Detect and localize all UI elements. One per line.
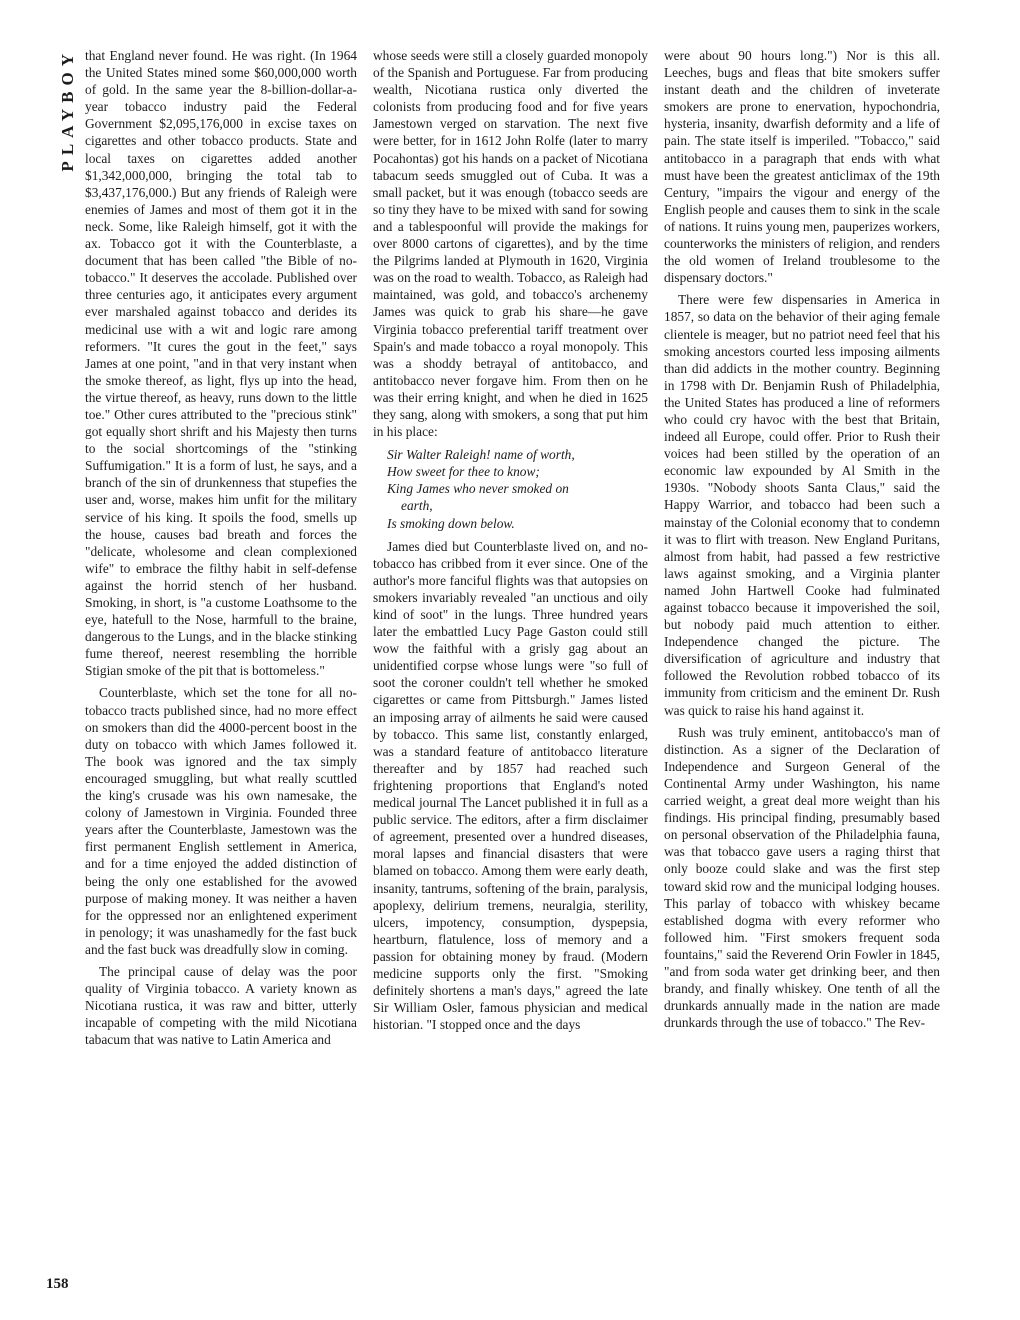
text-column-2: [373, 47, 648, 1299]
page-number: 158: [46, 1276, 69, 1292]
paragraph: James died but Counterblaste lived on, and no-tobacco has cribbed from it ever since. One of the author's more fanciful flights was that autopsies on smokers invariably revealed "an unctious and oily kind of soot" in the lungs. Three hundred years later the embattled Lucy Page Gaston could still wow the faithful with a grisly gag about an unidentified corpse whose lungs were "so full of soot the coroner couldn't tell whether he smoked cigarettes or came from Pittsburgh." James listed an imposing array of ailments he said were caused by tobacco. This same list, constantly enlarged, was a standard feature of antitobacco literature thereafter and by 1857 had reached such frightening proportions that England's noted medical journal The Lancet published it in full as a public service. The editors, after a firm disclaimer of agreement, presented over a hundred diseases, moral lapses and financial disasters that were blamed on tobacco. Among them were early death, insanity, tantrums, softening of the brain, paralysis, apoplexy, delirium tremens, neuralgia, sterility, ulcers, impotency, consumption, dyspepsia, heartburn, flatulence, loss of memory and a passion for obtaining money by fraud. (Modern medicine supports only the first. "Smoking definitely shortens a man's days," agreed the late Sir William Osler, famous physician and medical historian. "I stopped once and the days: [373, 538, 648, 1033]
verse-line: earth,: [401, 498, 433, 514]
paragraph: The principal cause of delay was the poor quality of Virginia tobacco. A variety known as Nicotiana rustica, it was raw and bitter, utterly incapable of competing with the mild Nicotiana tabacum that was native to Latin America and: [85, 963, 357, 1048]
paragraph: that England never found. He was right. (In 1964 the United States mined some $60,000,000 worth of gold. In the same year the 8-billion-dollar-a-year tobacco industry paid the Federal Government $2,095,176,000 in excise taxes on cigarettes and other tobacco products. State and local taxes on cigarettes added another $1,342,000,000, bringing the total tab to $3,437,176,000.) But any friends of Raleigh were enemies of James and most of them got it in the neck. Some, like Raleigh himself, got it with the ax. Tobacco got it with the Counterblaste, a document that has been called "the Bible of no-tobacco." It deserves the accolade. Published over three centuries ago, it anticipates every argument ever marshaled against tobacco and derides its medicinal use with a wit and logic rare among reformers. "It cures the gout in the feet," says James at one point, "and in that very instant when the smoke thereof, as light, flys up into the head, the virtue thereof, as heavy, runs down to the little toe." Other cures attributed to the "precious stink" got equally short shrift and his Majesty then turns to the social shortcomings of the "stinking Suffumigation." It is a form of lust, he says, and a branch of the sin of drunkenness that stupefies the user and, worse, makes him unfit for the military service of his king. It spoils the food, smells up the house, causes bad breath and forces the "delicate, wholesome and clean complexioned wife" to embrace the filthy habit in self-defense against the horrid stench of her husband. Smoking, in short, is "a custome Loathsome to the eye, hatefull to the Nose, harmfull to the braine, dangerous to the Lungs, and in the blacke stinking fume thereof, neerest resembling the horrible Stigian smoke of the pit that is bottomeless.": [85, 48, 357, 679]
paragraph: were about 90 hours long.") Nor is this all. Leeches, bugs and fleas that bite smokers suffer instant death and the children of inveterate smokers are prone to enervation, hypochondria, hysteria, insanity, dwarfish deformity and a life of pain. The state itself is imperiled. "Tobacco," said antitobacco in a paragraph that ends with what must have been the greatest anticlimax of the 19th Century, "impairs the vigour and energy of the English people and causes them to sink in the scale of nations. It ruins young men, pauperizes workers, counterworks the ministers of religion, and renders the old women of Ireland troublesome to the dispensary doctors.": [664, 48, 940, 286]
text-column-1: [85, 47, 357, 1299]
paragraph: Rush was truly eminent, antitobacco's man of distinction. As a signer of the Declaration of Independence and Surgeon General of the Continental Army under Washington, his name carried weight, a great deal more weight than his findings. His principal finding, presumably based on personal observation of the Philadelphia fauna, was that tobacco gave users a raging thirst that only booze could slake and was the first step toward skid row and the municipal lodging houses. This parlay of tobacco with whiskey became established dogma with every reformer who followed him. "First smokers frequent soda fountains," said the Reverend Orin Fowler in 1845, "and from soda water get drinking beer, and then brandy, and finally whiskey. One tenth of all the drunkards annually made in the nation are made drunkards through the use of tobacco." The Rev-: [664, 724, 940, 1031]
verse-line: Is smoking down below.: [387, 515, 515, 531]
verse-line: How sweet for thee to know;: [387, 464, 540, 480]
paragraph: Counterblaste, which set the tone for all no-tobacco tracts published since, had no more effect on smokers than did the 4000-percent boost in the duty on tobacco with which James followed it. The book was ignored and the tax simply encouraged smuggling, but what really scuttled the king's crusade was his own namesake, the colony of Jamestown in Virginia. Founded three years after the Counterblaste, Jamestown was the first permanent English settlement in America, and for a time enjoyed the added distinction of being the only one established for the avowed purpose of making money. It was neither a haven for the oppressed nor an enlightened experiment in penology; it was unashamedly for the fast buck and the fast buck was dreadfully slow in coming.: [85, 685, 357, 957]
paragraph: There were few dispensaries in America in 1857, so data on the behavior of their aging female clientele is meager, but no patriot need feel that his smoking ancestors courted less imposing ailments than did addicts in the mother country. Beginning in 1798 with Dr. Benjamin Rush of Philadelphia, the United States has produced a line of reformers who could cry havoc with the best that Britain, indeed all Europe, could offer. Prior to Rush their voices had been stilled by the operation of an economic law expounded by Al Smith in the 1930s. "Nobody shoots Santa Claus," said the Happy Warrior, and tobacco had been such a mainstay of the Colonial economy that to condemn it was to flirt with treason. New England Puritans, almost from habit, had passed a few restrictive laws against smoking, and a Virginia planter named John Hartwell Cooke had fulminated against tobacco because it impoverished the soil, but nobody paid much attention to either. Independence changed the picture. The diversification of agriculture and industry that followed the Revolution robbed tobacco of its immunity from criticism and the eminent Dr. Rush was quick to raise his hand against it.: [664, 292, 940, 718]
paragraph: whose seeds were still a closely guarded monopoly of the Spanish and Portuguese. Far from producing wealth, Nicotiana rustica only diverted the colonists from producing food and for five years Jamestown verged on starvation. The next five were better, for in 1612 John Rolfe (later to marry Pocahontas) got his hands on a packet of Nicotiana tabacum seeds smuggled out of Cuba. It was a small packet, but it was enough (tobacco seeds are so tiny they have to be mixed with sand for sowing and a tablespoonful will provide the makings for over 8000 cartons of cigarettes), and by the time the Pilgrims landed at Plymouth in 1620, Virginia was on the road to wealth. Tobacco, as Raleigh had maintained, was gold, and tobacco's archenemy James was quick to grab his share—he gave Virginia tobacco preferential tariff treatment over Spain's and made tobacco a royal monopoly. This was a shoddy betrayal of antitobacco, and antitobacco never forgave him. From then on he was their erring knight, and when he died in 1625 they sang, along with smokers, a song that put him in his place:: [373, 48, 648, 440]
magazine-running-head: PLAYBOY: [58, 48, 77, 172]
verse-line: King James who never smoked on: [387, 481, 569, 497]
verse-line: Sir Walter Raleigh! name of worth,: [387, 447, 575, 463]
text-column-3: [664, 47, 940, 1299]
verse-quotation: [373, 446, 648, 531]
